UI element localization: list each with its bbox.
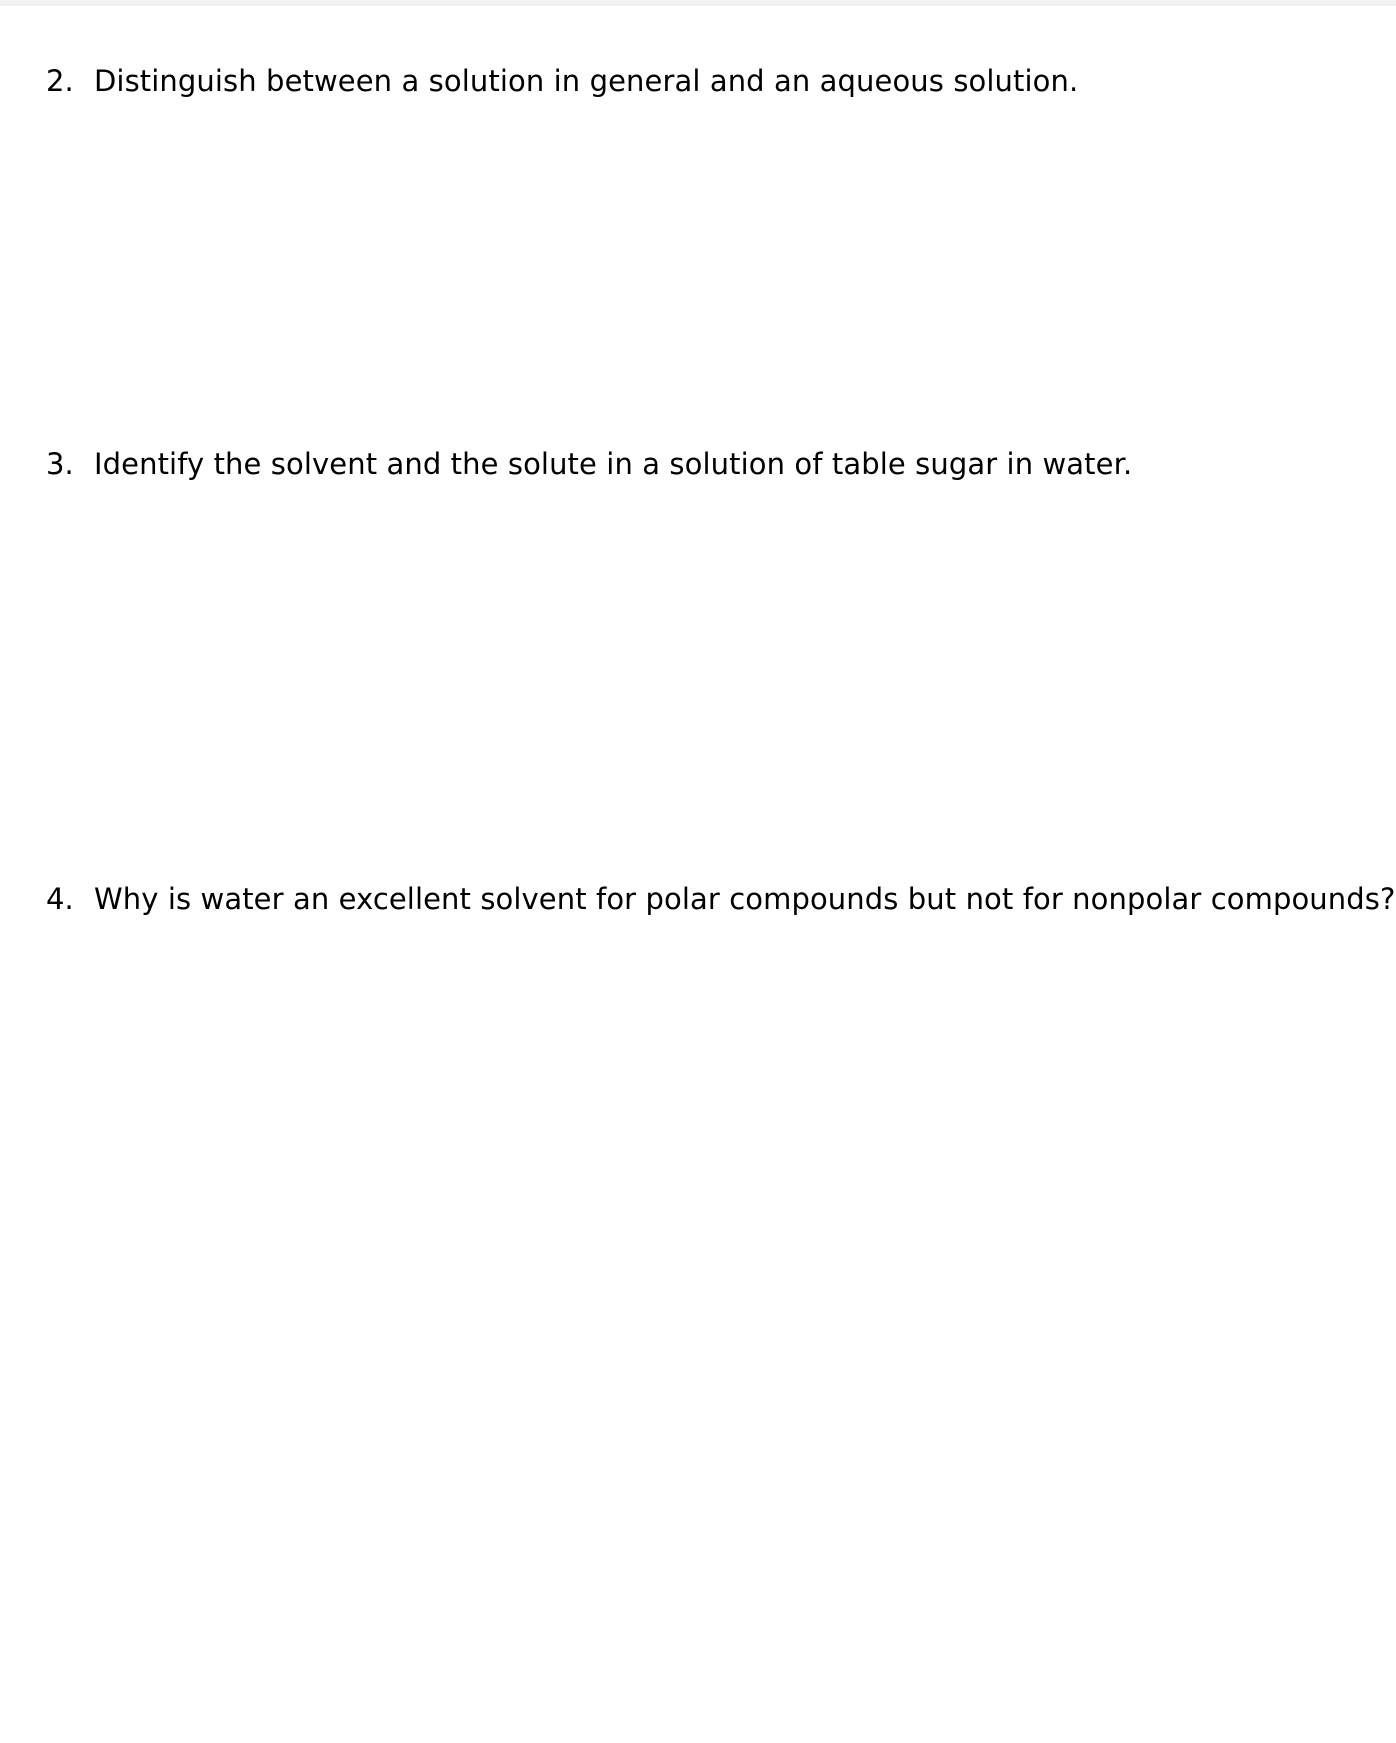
- answer-space-question-4: [46, 928, 1346, 1718]
- question-text: Identify the solvent and the solute in a solution of table sugar in water.: [94, 447, 1133, 481]
- question-number: 3.: [46, 447, 74, 481]
- question-number: 2.: [46, 64, 74, 98]
- question-2: [46, 63, 1078, 99]
- question-4: [46, 881, 1395, 917]
- answer-space-question-3: [46, 493, 1346, 863]
- question-text: Distinguish between a solution in general and an aqueous solution.: [94, 64, 1079, 98]
- page-top-edge: [0, 0, 1396, 6]
- question-3: [46, 446, 1132, 482]
- question-text: Why is water an excellent solvent for polar compounds but not for nonpolar compounds?: [94, 882, 1396, 916]
- answer-space-question-2: [46, 110, 1346, 430]
- question-number: 4.: [46, 882, 74, 916]
